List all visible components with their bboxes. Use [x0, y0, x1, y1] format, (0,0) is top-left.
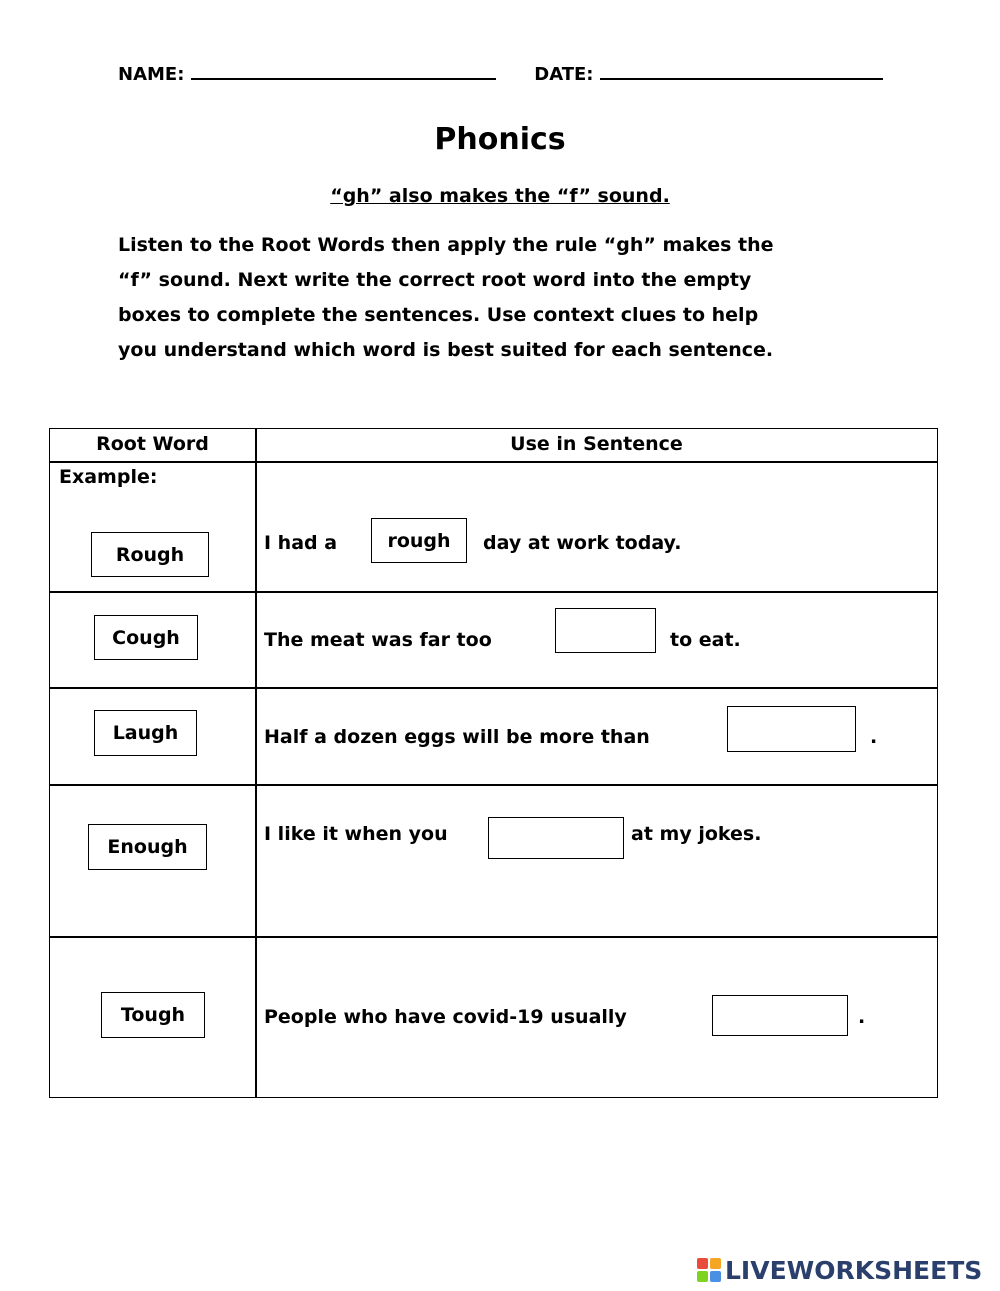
liveworksheets-logo — [697, 1253, 982, 1287]
instruction-line: “f” sound. Next write the correct root word into the empty — [118, 269, 752, 291]
sentence-before: I had a — [264, 532, 338, 554]
logo-text: LIVEWORKSHEETS — [725, 1255, 983, 1285]
logo-block — [697, 1271, 708, 1282]
instruction-line: Listen to the Root Words then apply the rule “gh” makes the — [118, 234, 774, 256]
row-divider — [50, 936, 937, 938]
phonics-table — [49, 428, 938, 1098]
root-word-box — [94, 615, 198, 660]
answer-box[interactable] — [488, 817, 624, 859]
root-word-box — [101, 992, 205, 1038]
page-subtitle: “gh” also makes the “f” sound. — [330, 185, 670, 207]
sentence-after: at my jokes. — [631, 823, 762, 845]
row-divider — [50, 784, 937, 786]
date-label: DATE: — [534, 64, 594, 85]
header-name-date — [118, 60, 918, 88]
sentence-before: I like it when you — [264, 823, 448, 845]
header-use-in-sentence: Use in Sentence — [510, 433, 683, 455]
column-divider — [255, 429, 257, 1097]
answer-box[interactable] — [727, 706, 856, 752]
sentence-before: The meat was far too — [264, 629, 492, 651]
root-word: Tough — [120, 1004, 186, 1026]
root-word-box — [88, 824, 207, 870]
name-label: NAME: — [118, 64, 185, 85]
root-word: Rough — [115, 543, 185, 566]
logo-block — [710, 1271, 721, 1282]
answer-box[interactable] — [712, 995, 848, 1036]
logo-block — [710, 1258, 721, 1269]
sentence-after: . — [870, 726, 878, 748]
row-divider — [50, 591, 937, 593]
example-label: Example: — [59, 466, 158, 488]
root-word-box — [94, 710, 197, 756]
sentence-after: day at work today. — [483, 532, 682, 554]
name-blank[interactable] — [191, 60, 496, 80]
sentence-after: . — [858, 1006, 866, 1028]
root-word: Enough — [107, 836, 188, 858]
answer-box[interactable] — [555, 608, 656, 653]
instructions — [118, 228, 918, 368]
sentence-before: Half a dozen eggs will be more than — [264, 726, 650, 748]
root-word: Laugh — [112, 722, 179, 744]
logo-blocks-icon — [697, 1258, 721, 1282]
instruction-line: boxes to complete the sentences. Use context clues to help — [118, 304, 759, 326]
page-title: Phonics — [434, 122, 566, 157]
root-word: Cough — [112, 626, 180, 649]
date-blank[interactable] — [600, 60, 883, 80]
root-word-box — [91, 532, 209, 577]
answer-text: rough — [387, 529, 451, 552]
instruction-line: you understand which word is best suited for each sentence. — [118, 339, 774, 361]
answer-box[interactable] — [371, 518, 467, 563]
logo-block — [697, 1258, 708, 1269]
header-root-word: Root Word — [96, 433, 209, 455]
row-divider — [50, 461, 937, 463]
sentence-after: to eat. — [670, 629, 741, 651]
row-divider — [50, 687, 937, 689]
sentence-before: People who have covid-19 usually — [264, 1006, 627, 1028]
